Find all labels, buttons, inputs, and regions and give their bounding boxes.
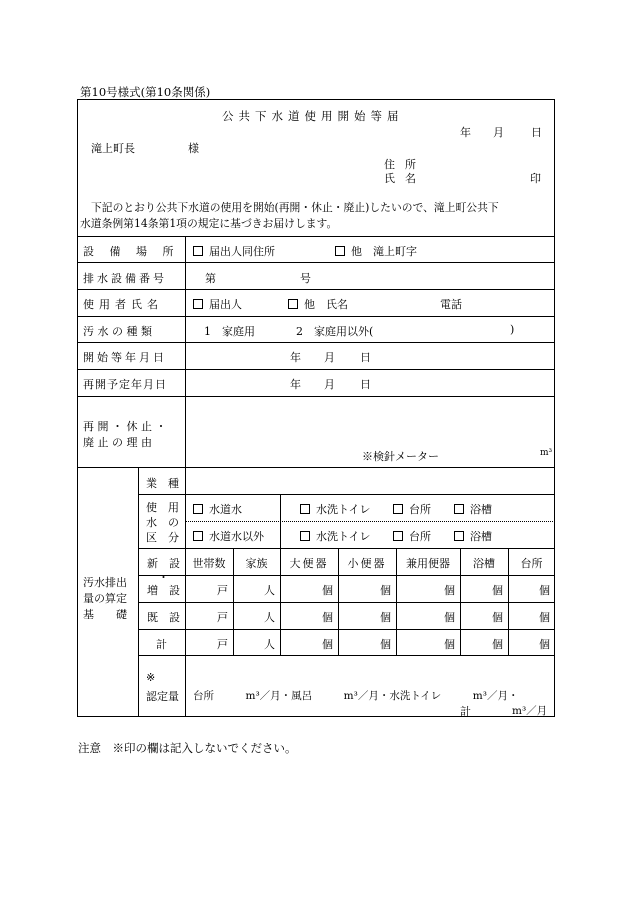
checkbox[interactable] — [193, 299, 203, 309]
water-option-tap[interactable]: 水道水 — [193, 501, 242, 517]
sewage-type-other[interactable]: 2 家庭用以外( — [296, 325, 374, 338]
date-month: 月 — [493, 126, 504, 139]
location-option-other[interactable]: 他 滝上町字 — [335, 243, 417, 259]
col-households: 世帯数 — [192, 557, 226, 570]
form-number: 第10号様式(第10条関係) — [80, 85, 211, 99]
sewage-type-close: ) — [510, 323, 515, 336]
unit-piece: 個 — [322, 611, 333, 624]
water-label-line3: 区 分 — [146, 531, 179, 544]
sewage-type-label: 汚 水 の 種 類 — [83, 325, 152, 338]
calc-group-label-line2: 量の算定 — [83, 592, 127, 605]
certified-line1: 台所 m³／月・風呂 m³／月・水洗トイレ m³／月・ — [193, 690, 519, 702]
unit-person: 人 — [264, 638, 275, 651]
unit-piece: 個 — [539, 611, 550, 624]
water-b-bath[interactable]: 浴槽 — [454, 528, 492, 544]
unit-piece: 個 — [322, 638, 333, 651]
unit-piece: 個 — [380, 611, 391, 624]
unit-piece: 個 — [492, 611, 503, 624]
unit-house: 戸 — [217, 611, 228, 624]
checkbox[interactable] — [454, 531, 464, 541]
seal-mark: 印 — [530, 172, 541, 185]
unit-person: 人 — [264, 611, 275, 624]
name-label: 氏名 — [384, 172, 426, 185]
location-label: 設 備 場 所 — [83, 245, 180, 258]
start-date-month: 月 — [324, 351, 335, 364]
unit-piece: 個 — [492, 584, 503, 597]
unit-piece: 個 — [380, 584, 391, 597]
calc-group-label-line3: 基 礎 — [83, 608, 127, 621]
restart-date-year: 年 — [290, 378, 301, 391]
meter-unit: m³ — [540, 448, 553, 458]
body-text-line2: 水道条例第14条第1項の規定に基づきお届けします。 — [80, 217, 338, 230]
checkbox[interactable] — [454, 504, 464, 514]
phone-label: 電話 — [440, 298, 462, 311]
unit-piece: 個 — [539, 584, 550, 597]
water-a-kitchen[interactable]: 台所 — [393, 501, 431, 517]
unit-piece: 個 — [380, 638, 391, 651]
start-date-year: 年 — [290, 351, 301, 364]
addressee: 滝上町長 — [91, 142, 135, 155]
row-total-label: 計 — [156, 638, 167, 651]
unit-person: 人 — [264, 584, 275, 597]
checkbox[interactable] — [393, 531, 403, 541]
unit-piece: 個 — [444, 611, 455, 624]
certified-label: 認定量 — [146, 690, 179, 703]
footer-note: 注意 ※印の欄は記入しないでください。 — [78, 741, 297, 755]
row-add-label: 増 設 — [147, 584, 180, 597]
form-title: 公共下水道使用開始等届 — [222, 109, 404, 123]
user-option-self[interactable]: 届出人 — [193, 296, 242, 312]
certified-mark: ※ — [146, 671, 156, 684]
water-a-toilet[interactable]: 水洗トイレ — [300, 501, 370, 517]
col-dual-toilet: 兼用便器 — [406, 557, 450, 570]
unit-house: 戸 — [217, 638, 228, 651]
checkbox[interactable] — [193, 531, 203, 541]
col-bath: 浴槽 — [473, 557, 495, 570]
location-option-same[interactable]: 届出人同住所 — [193, 243, 275, 259]
unit-piece: 個 — [322, 584, 333, 597]
reason-label-line1: 再 開 ・ 休 止 ・ — [83, 420, 167, 433]
water-b-kitchen[interactable]: 台所 — [393, 528, 431, 544]
meter-label: ※検針メーター — [362, 450, 439, 463]
start-date-label: 開始等年月日 — [83, 351, 167, 364]
body-text-line1: 下記のとおり公共下水道の使用を開始(再開・休止・廃止)したいので、滝上町公共下 — [91, 201, 499, 214]
date-day: 日 — [531, 126, 542, 139]
address-label: 住所 — [384, 158, 426, 171]
col-family: 家族 — [245, 557, 268, 570]
row-dot: ・ — [158, 571, 169, 584]
checkbox[interactable] — [300, 531, 310, 541]
water-b-toilet[interactable]: 水洗トイレ — [300, 528, 370, 544]
unit-house: 戸 — [217, 584, 228, 597]
water-label-line1: 使 用 — [146, 501, 179, 514]
checkbox[interactable] — [335, 246, 345, 256]
start-date-day: 日 — [360, 351, 371, 364]
equipment-number-label: 排水設備番号 — [83, 272, 167, 285]
unit-piece: 個 — [539, 638, 550, 651]
checkbox[interactable] — [300, 504, 310, 514]
industry-label: 業 種 — [146, 477, 179, 490]
col-kitchen: 台所 — [520, 557, 543, 570]
unit-piece: 個 — [444, 584, 455, 597]
checkbox[interactable] — [288, 299, 298, 309]
equipment-number-prefix: 第 — [205, 272, 216, 285]
water-option-non-tap[interactable]: 水道水以外 — [193, 528, 264, 544]
water-label-line2: 水 の — [146, 516, 179, 529]
checkbox[interactable] — [193, 504, 203, 514]
water-a-bath[interactable]: 浴槽 — [454, 501, 492, 517]
user-name-label: 使用者氏名 — [83, 298, 163, 311]
col-small-toilet: 小便器 — [347, 557, 387, 570]
col-big-toilet: 大便器 — [289, 557, 329, 570]
row-exist-label: 既 設 — [147, 611, 180, 624]
user-option-other[interactable]: 他 氏名 — [288, 296, 348, 312]
honorific: 様 — [188, 142, 199, 155]
checkbox[interactable] — [193, 246, 203, 256]
certified-total: 計 — [460, 705, 471, 718]
unit-piece: 個 — [492, 638, 503, 651]
equipment-number-suffix: 号 — [300, 272, 311, 285]
certified-unit: m³／月 — [512, 705, 548, 717]
restart-date-label: 再開予定年月日 — [83, 378, 167, 391]
calc-group-label-line1: 汚水排出 — [83, 576, 127, 589]
sewage-type-household[interactable]: 1 家庭用 — [204, 325, 255, 338]
checkbox[interactable] — [393, 504, 403, 514]
date-year: 年 — [460, 126, 471, 139]
restart-date-month: 月 — [324, 378, 335, 391]
unit-piece: 個 — [444, 638, 455, 651]
reason-label-line2: 廃 止 の 理 由 — [83, 436, 152, 449]
row-new-label: 新 設 — [147, 557, 180, 570]
restart-date-day: 日 — [360, 378, 371, 391]
